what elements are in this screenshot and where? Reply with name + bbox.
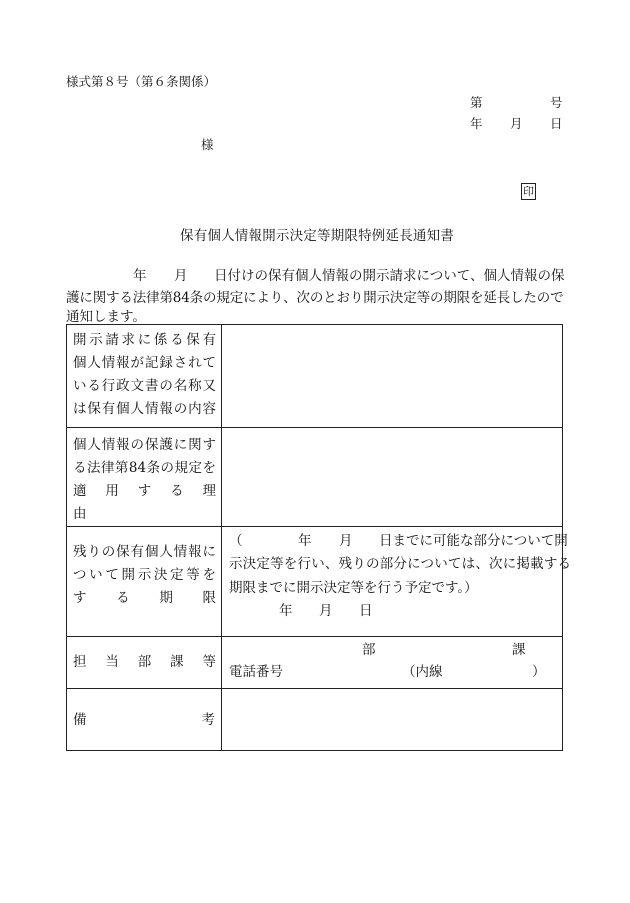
info-table	[66, 324, 572, 751]
row2-label-cell	[67, 428, 230, 527]
row3-value-cell	[222, 527, 572, 637]
row5-value-cell	[222, 689, 563, 751]
doc-number-dai: 第	[470, 95, 483, 110]
row1-label-line: は保有個人情報の内容	[73, 401, 216, 417]
row3-label-line: ついて開示決定等を	[73, 567, 216, 583]
table-row	[67, 325, 563, 428]
row3-line1: 日までに可能な部分について開	[379, 533, 568, 549]
row3-date-month: 月	[319, 603, 333, 619]
row3-label-line: 残りの保有個人情報に	[73, 544, 216, 560]
addressee-sama: 様	[201, 137, 214, 152]
row1-label-line: いる行政文書の名称又	[73, 378, 216, 394]
row5-label-kou: 考	[201, 712, 215, 728]
row3-date-day: 日	[359, 603, 373, 619]
row4-ext-close: ）	[532, 664, 546, 680]
row3-line3: 期限までに開示決定等を行う予定です。）	[229, 579, 478, 596]
intro-year: 年	[133, 268, 147, 284]
table-row	[67, 527, 563, 637]
date-day: 日	[550, 116, 563, 131]
intro-line2: 護に関する法律第84条の規定により、次のとおり開示決定等の期限を延長したので	[66, 290, 564, 306]
row5-label-bi: 備	[73, 712, 87, 728]
table-row	[67, 689, 563, 751]
seal-mark: 印	[523, 185, 534, 198]
row3-label-cell	[67, 527, 222, 637]
form-number: 様式第８号（第６条関係）	[66, 74, 217, 89]
row4-label: 担 当 部 課 等	[73, 654, 216, 670]
row4-label-cell	[67, 637, 222, 689]
row4-ka: 課	[512, 642, 526, 658]
date-year: 年	[470, 116, 483, 131]
doc-number-go: 号	[550, 95, 563, 110]
date-month: 月	[510, 116, 523, 131]
row4-phone: 電話番号	[229, 664, 283, 680]
row1-label-line: 開示請求に係る保有	[73, 332, 216, 348]
row3-year: 年	[298, 533, 312, 549]
row3-month: 月	[339, 533, 353, 549]
row4-bu: 部	[362, 642, 376, 658]
table-row	[67, 428, 563, 527]
row4-value-cell	[222, 637, 563, 689]
document-title: 保有個人情報開示決定等期限特例延長通知書	[180, 228, 454, 244]
row3-label-line: す る 期 限	[73, 590, 216, 606]
row5-label-cell	[67, 689, 222, 751]
row2-label-line: る法律第84条の規定を	[73, 460, 216, 476]
row3-date-year: 年	[279, 603, 293, 619]
intro-month: 月	[174, 268, 188, 284]
intro-line1: 日付けの保有個人情報の開示請求について、個人情報の保	[214, 268, 565, 284]
intro-line3: 通知します。	[66, 309, 146, 325]
row2-label-line: 適 用 す る 理 由	[73, 483, 230, 522]
row1-label-cell	[67, 325, 222, 428]
row1-label-line: 個人情報が記録されて	[73, 355, 216, 371]
row3-line2: 示決定等を行い、残りの部分については、次に掲載する	[229, 556, 572, 572]
row3-open-paren: （	[229, 533, 243, 549]
row2-value-cell	[222, 428, 563, 527]
row2-label-line: 個人情報の保護に関す	[73, 437, 216, 453]
table-row	[67, 637, 563, 689]
row1-value-cell	[222, 325, 563, 428]
row4-ext-open: （内線	[402, 664, 443, 680]
